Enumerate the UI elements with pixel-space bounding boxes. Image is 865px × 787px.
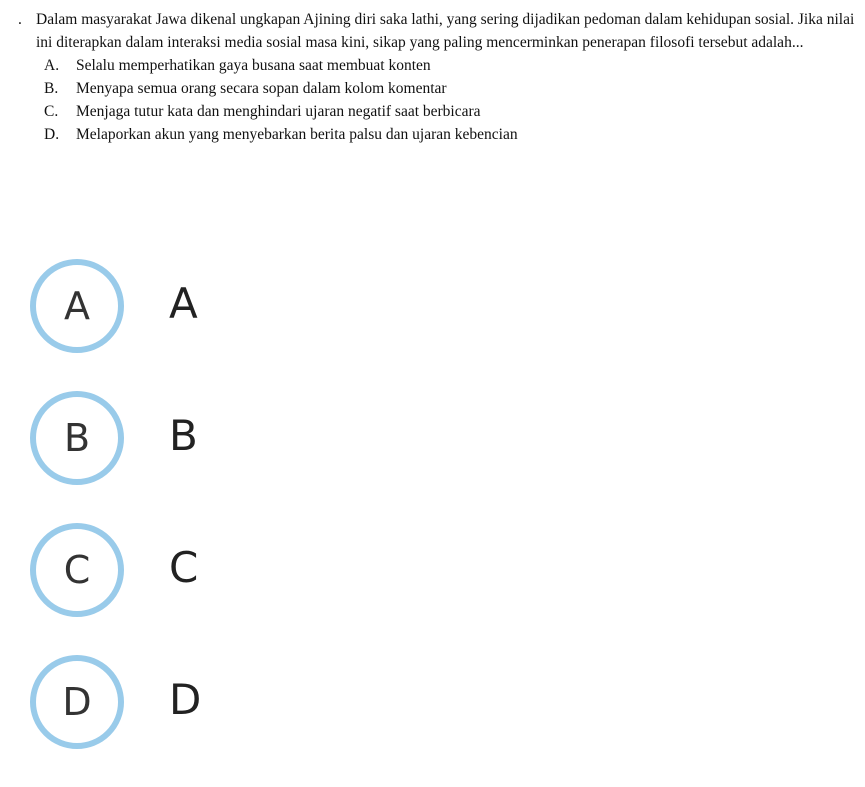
question-number-dot: . [18,11,22,28]
question-options-list [18,54,858,146]
answer-choice-d[interactable] [24,655,324,749]
answer-choice-a[interactable] [24,259,324,353]
option-text: Melaporkan akun yang menyebarkan berita palsu dan ujaran kebencian [76,126,518,143]
question-block [18,0,858,146]
question-option-d [44,123,858,146]
answer-badge-d[interactable]: D [30,655,124,749]
answer-choice-c[interactable] [24,523,324,617]
option-letter: D. [44,126,60,143]
question-option-a [44,54,858,77]
option-letter: C. [44,103,59,120]
option-text: Menyapa semua orang secara sopan dalam kolom komentar [76,80,447,97]
answer-choice-b[interactable] [24,391,324,485]
option-text: Menjaga tutur kata dan menghindari ujaran negatif saat berbicara [76,103,481,120]
option-letter: A. [44,57,60,74]
option-letter: B. [44,80,59,97]
answer-badge-b[interactable]: B [30,391,124,485]
option-text: Selalu memperhatikan gaya busana saat membuat konten [76,57,431,74]
question-text: Dalam masyarakat Jawa dikenal ungkapan Ajining diri saka lathi, yang sering dijadikan pedoman dalam kehidupan sosial. Jika nilai ini diterapkan dalam interaksi media sosial masa kini, sikap yang paling mencerminkan penerapan filosofi tersebut adalah... [36,11,855,51]
answer-label-c[interactable]: C [169,543,199,592]
answer-badge-c[interactable]: C [30,523,124,617]
answer-label-d[interactable]: D [169,675,202,724]
answer-badge-a[interactable]: A [30,259,124,353]
question-option-c [44,100,858,123]
question-option-b [44,77,858,100]
question-text-container [18,8,858,54]
answer-label-b[interactable]: B [169,411,198,460]
answer-label-a[interactable]: A [169,279,198,328]
answer-choices [24,259,324,787]
